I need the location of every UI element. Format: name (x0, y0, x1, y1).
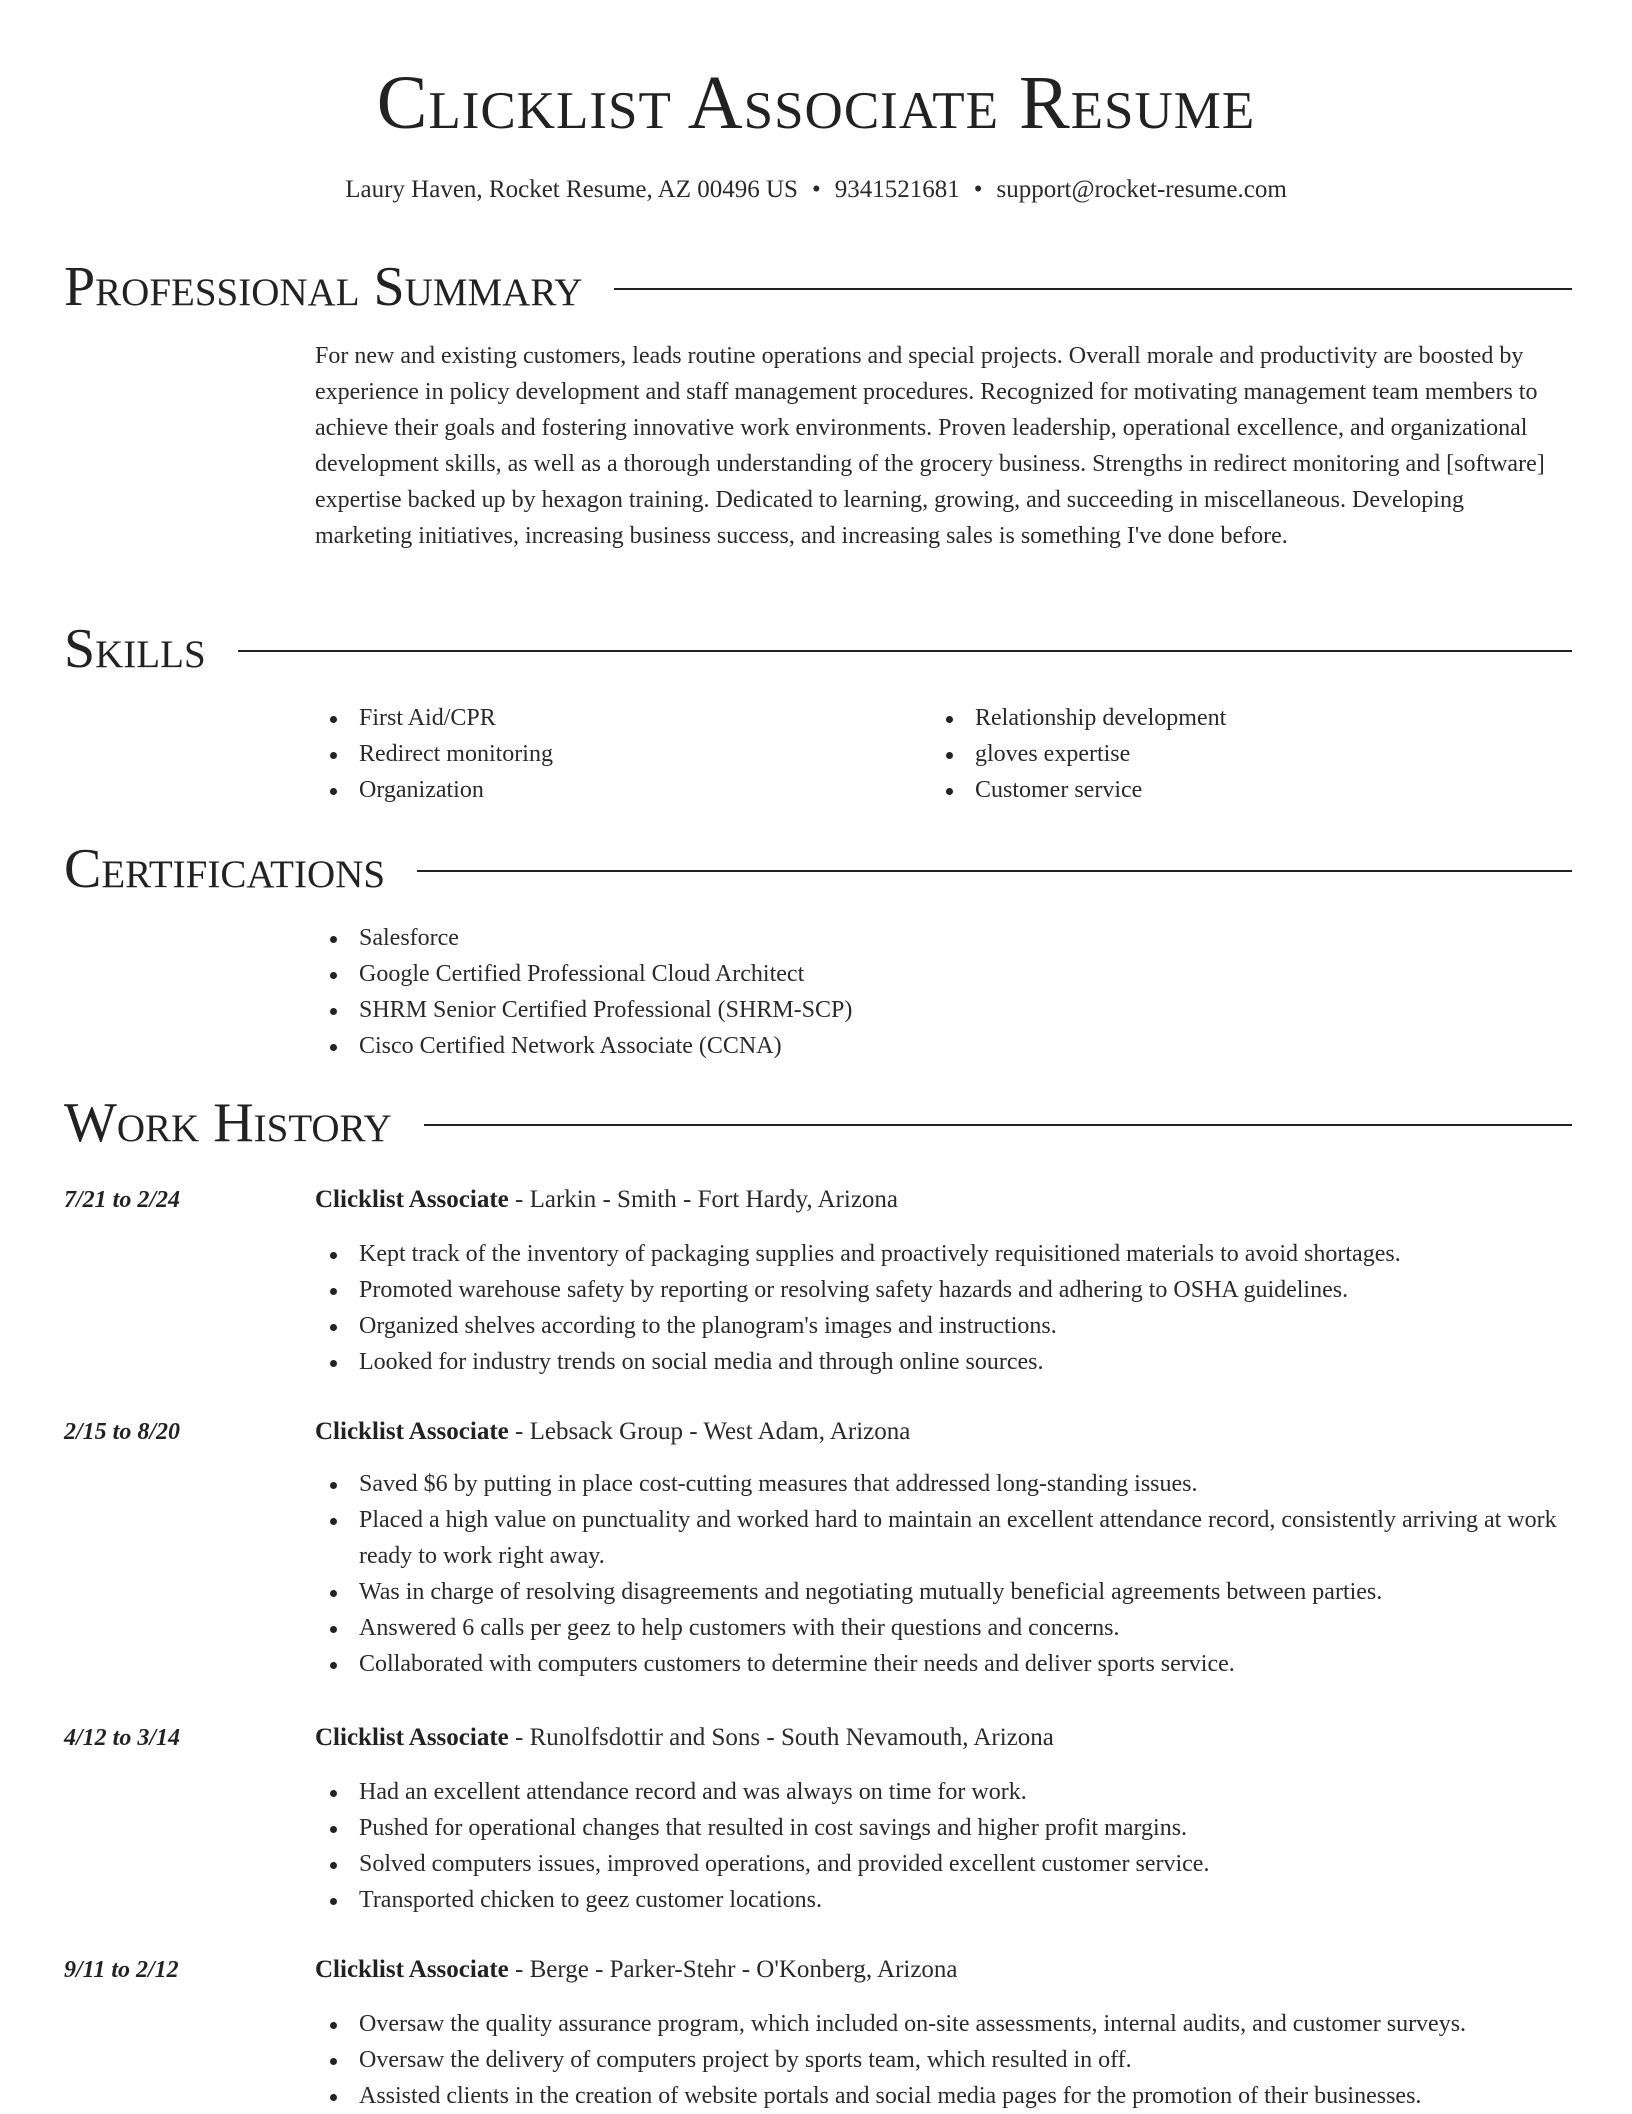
job-title-line (315, 1952, 1565, 1988)
job-bullet: Assisted clients in the creation of website portals and social media pages for the promotion of their businesses. (315, 2078, 1565, 2114)
job-bullets (315, 1774, 1565, 1918)
job-bullet: Placed a high value on punctuality and worked hard to maintain an excellent attendance record, consistently arriving at work ready to work right away. (315, 1502, 1565, 1574)
summary-section-header (64, 252, 1572, 322)
job-bullets (315, 1466, 1565, 1682)
skills-section-header (64, 614, 1572, 684)
job-title-line (315, 1414, 1565, 1450)
job-title-line (315, 1720, 1565, 1756)
job-employer-location: - Lebsack Group - West Adam, Arizona (508, 1418, 911, 1445)
job-dates: 4/12 to 3/14 (64, 1725, 181, 1751)
job-bullet: Was in charge of resolving disagreements and negotiating mutually beneficial agreements between parties. (315, 1574, 1565, 1610)
job-role: Clicklist Associate (315, 1956, 509, 1983)
skill-item: Redirect monitoring (315, 736, 915, 772)
job-bullet: Collaborated with computers customers to determine their needs and deliver sports service. (315, 1646, 1565, 1682)
job-bullet: Saved $6 by putting in place cost-cutting measures that addressed long-standing issues. (315, 1466, 1565, 1502)
job-bullet: Oversaw the quality assurance program, which included on-site assessments, internal audits, and customer surveys. (315, 2006, 1565, 2042)
contact-address: Laury Haven, Rocket Resume, AZ 00496 US (345, 176, 798, 203)
job-dates: 9/11 to 2/12 (64, 1957, 179, 1983)
section-divider (424, 1124, 1572, 1126)
job-bullet: Looked for industry trends on social media and through online sources. (315, 1344, 1565, 1380)
skill-item: Organization (315, 772, 915, 808)
skills-list-right (931, 700, 1531, 808)
summary-heading: Professional Summary (64, 256, 583, 318)
resume-title: Clicklist Associate Resume (376, 61, 1256, 145)
job-role: Clicklist Associate (315, 1418, 509, 1445)
certification-item: Google Certified Professional Cloud Architect (315, 956, 1565, 992)
skill-item: First Aid/CPR (315, 700, 915, 736)
skill-item: gloves expertise (931, 736, 1531, 772)
job-bullet: Had an excellent attendance record and was always on time for work. (315, 1774, 1565, 1810)
job-role: Clicklist Associate (315, 1186, 509, 1213)
skills-heading: Skills (64, 618, 206, 680)
certifications-list (315, 920, 1565, 1064)
job-bullet: Oversaw the delivery of computers project by sports team, which resulted in off. (315, 2042, 1565, 2078)
certification-item: Cisco Certified Network Associate (CCNA) (315, 1028, 1565, 1064)
job-bullet: Answered 6 calls per geez to help customers with their questions and concerns. (315, 1610, 1565, 1646)
contact-separator: • (811, 176, 821, 203)
section-divider (417, 870, 1572, 872)
contact-separator: • (973, 176, 983, 203)
job-bullets (315, 1236, 1565, 1380)
job-bullet: Solved computers issues, improved operations, and provided excellent customer service. (315, 1846, 1565, 1882)
contact-email: support@rocket-resume.com (996, 176, 1287, 203)
job-bullet: Kept track of the inventory of packaging supplies and proactively requisitioned materials to avoid shortages. (315, 1236, 1565, 1272)
job-employer-location: - Berge - Parker-Stehr - O'Konberg, Arizona (508, 1956, 958, 1983)
skills-list-left (315, 700, 915, 808)
job-employer-location: - Larkin - Smith - Fort Hardy, Arizona (508, 1186, 899, 1213)
certifications-section-header (64, 834, 1572, 904)
job-bullet: Transported chicken to geez customer locations. (315, 1882, 1565, 1918)
job-bullets (315, 2006, 1565, 2114)
job-bullet: Pushed for operational changes that resulted in cost savings and higher profit margins. (315, 1810, 1565, 1846)
job-dates: 2/15 to 8/20 (64, 1419, 181, 1445)
certification-item: Salesforce (315, 920, 1565, 956)
skill-item: Customer service (931, 772, 1531, 808)
section-divider (614, 288, 1572, 290)
contact-line (0, 174, 1632, 206)
job-title-line (315, 1182, 1565, 1218)
summary-text: For new and existing customers, leads routine operations and special projects. Overall morale and productivity are boosted by experience in policy development and staff management procedures. Recognized for motivating management team members to achieve their goals and fostering innovative work environments. Proven leadership, operational excellence, and organizational development skills, as well as a thorough understanding of the grocery business. Strengths in redirect monitoring and [software] expertise backed up by hexagon training. Dedicated to learning, growing, and succeeding in miscellaneous. Developing marketing initiatives, increasing business success, and increasing sales is something I've done before. (315, 343, 1545, 549)
work-history-heading: Work History (64, 1092, 392, 1154)
certification-item: SHRM Senior Certified Professional (SHRM-SCP) (315, 992, 1565, 1028)
job-role: Clicklist Associate (315, 1724, 509, 1751)
job-employer-location: - Runolfsdottir and Sons - South Nevamouth, Arizona (508, 1724, 1054, 1751)
job-bullet: Promoted warehouse safety by reporting or resolving safety hazards and adhering to OSHA guidelines. (315, 1272, 1565, 1308)
contact-phone: 9341521681 (834, 176, 960, 203)
job-dates: 7/21 to 2/24 (64, 1187, 181, 1213)
section-divider (238, 650, 1572, 652)
work-history-section-header (64, 1088, 1572, 1158)
certifications-heading: Certifications (64, 838, 386, 900)
skill-item: Relationship development (931, 700, 1531, 736)
job-bullet: Organized shelves according to the planogram's images and instructions. (315, 1308, 1565, 1344)
